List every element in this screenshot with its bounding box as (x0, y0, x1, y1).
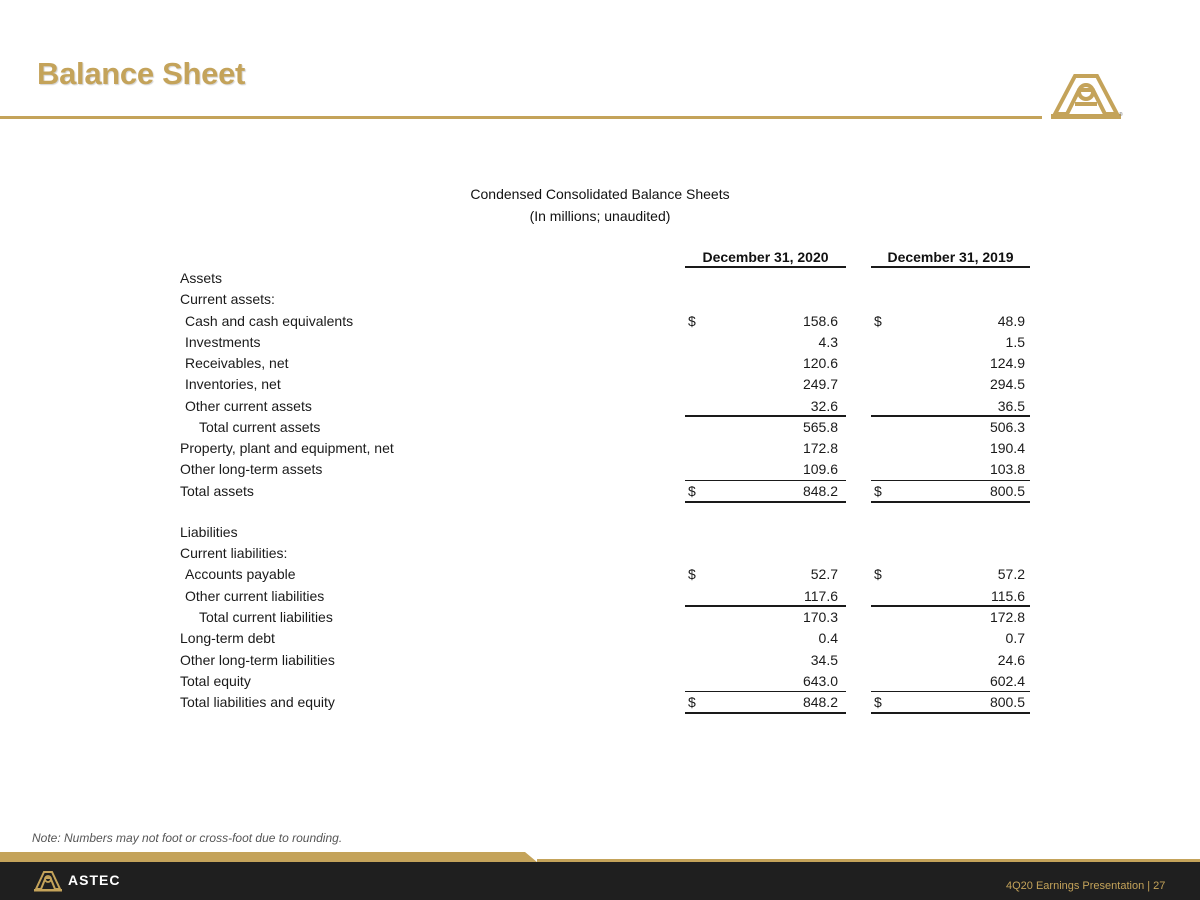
page-title: Balance Sheet (37, 56, 246, 91)
value-2020: 643.0 (802, 673, 838, 689)
table-row (0, 481, 1200, 501)
currency-symbol: $ (688, 694, 696, 710)
table-row (0, 353, 1200, 373)
value-2020: 4.3 (818, 334, 838, 350)
value-2019: 103.8 (989, 461, 1025, 477)
row-label: Other current liabilities (185, 588, 325, 604)
value-2020: 848.2 (802, 694, 838, 710)
table-row (0, 564, 1200, 584)
value-2019: 24.6 (997, 652, 1025, 668)
currency-symbol: $ (874, 313, 882, 329)
table-row (0, 311, 1200, 331)
astec-logo-icon (1049, 72, 1123, 120)
currency-symbol: $ (874, 694, 882, 710)
double-total-rule (871, 712, 1030, 714)
table-title: Condensed Consolidated Balance Sheets (470, 186, 730, 202)
brand-name: ASTEC (68, 872, 121, 888)
value-2019: 506.3 (989, 419, 1025, 435)
row-label: Inventories, net (185, 376, 281, 392)
value-2020: 249.7 (802, 376, 838, 392)
table-row (0, 417, 1200, 437)
table-row (0, 374, 1200, 394)
value-2019: 602.4 (989, 673, 1025, 689)
column-header-2020: December 31, 2020 (702, 249, 829, 265)
value-2019: 172.8 (989, 609, 1025, 625)
row-label: Total equity (180, 673, 251, 689)
value-2019: 48.9 (997, 313, 1025, 329)
table-row (0, 628, 1200, 648)
row-label: Total current liabilities (199, 609, 333, 625)
table-row (0, 459, 1200, 479)
column-header-2019: December 31, 2019 (887, 249, 1014, 265)
currency-symbol: $ (688, 313, 696, 329)
currency-symbol: $ (688, 566, 696, 582)
row-label: Current assets: (180, 291, 275, 307)
currency-symbol: $ (688, 483, 696, 499)
rounding-note: Note: Numbers may not foot or cross-foot due to rounding. (32, 831, 343, 845)
table-row (0, 650, 1200, 670)
value-2019: 0.7 (1005, 630, 1025, 646)
row-label: Liabilities (180, 524, 238, 540)
row-label: Other long-term liabilities (180, 652, 335, 668)
value-2020: 52.7 (810, 566, 838, 582)
double-total-rule (871, 501, 1030, 503)
double-total-rule (685, 712, 846, 714)
value-2020: 158.6 (802, 313, 838, 329)
row-label: Total assets (180, 483, 254, 499)
row-label: Long-term debt (180, 630, 275, 646)
table-row (0, 438, 1200, 458)
value-2019: 115.6 (991, 588, 1025, 604)
row-label: Cash and cash equivalents (185, 313, 354, 329)
row-label: Total liabilities and equity (180, 694, 335, 710)
trademark-mark: ® (1119, 112, 1123, 118)
table-row (0, 692, 1200, 712)
table-row (0, 396, 1200, 416)
value-2020: 172.8 (802, 440, 838, 456)
value-2020: 120.6 (802, 355, 838, 371)
value-2019: 57.2 (997, 566, 1025, 582)
row-label: Receivables, net (185, 355, 289, 371)
row-label: Accounts payable (185, 566, 296, 582)
value-2019: 36.5 (997, 398, 1025, 414)
value-2020: 0.4 (818, 630, 838, 646)
double-total-rule (685, 501, 846, 503)
value-2019: 124.9 (989, 355, 1025, 371)
value-2019: 294.5 (989, 376, 1025, 392)
value-2020: 170.3 (802, 609, 838, 625)
value-2020: 32.6 (810, 398, 838, 414)
value-2020: 117.6 (804, 588, 838, 604)
astec-logo-icon (33, 870, 63, 892)
row-label: Assets (180, 270, 223, 286)
value-2020: 848.2 (802, 483, 838, 499)
currency-symbol: $ (874, 566, 882, 582)
table-subtitle: (In millions; unaudited) (529, 208, 671, 224)
title-divider (0, 116, 1042, 119)
value-2019: 800.5 (989, 483, 1025, 499)
table-row (0, 607, 1200, 627)
footer-accent-band (0, 852, 1200, 862)
row-label: Other current assets (185, 398, 312, 414)
table-row (0, 543, 1200, 563)
value-2019: 1.5 (1005, 334, 1025, 350)
currency-symbol: $ (874, 483, 882, 499)
table-row (0, 522, 1200, 542)
presentation-label: 4Q20 Earnings Presentation | 27 (1006, 880, 1166, 892)
value-2020: 109.6 (802, 461, 838, 477)
value-2019: 800.5 (989, 694, 1025, 710)
table-row (0, 289, 1200, 309)
table-row (0, 268, 1200, 288)
value-2020: 34.5 (810, 652, 838, 668)
value-2019: 190.4 (989, 440, 1025, 456)
table-row (0, 671, 1200, 691)
row-label: Investments (185, 334, 261, 350)
row-label: Current liabilities: (180, 545, 288, 561)
table-row (0, 586, 1200, 606)
row-label: Property, plant and equipment, net (180, 440, 394, 456)
table-row (0, 332, 1200, 352)
value-2020: 565.8 (802, 419, 838, 435)
row-label: Total current assets (199, 419, 321, 435)
row-label: Other long-term assets (180, 461, 323, 477)
